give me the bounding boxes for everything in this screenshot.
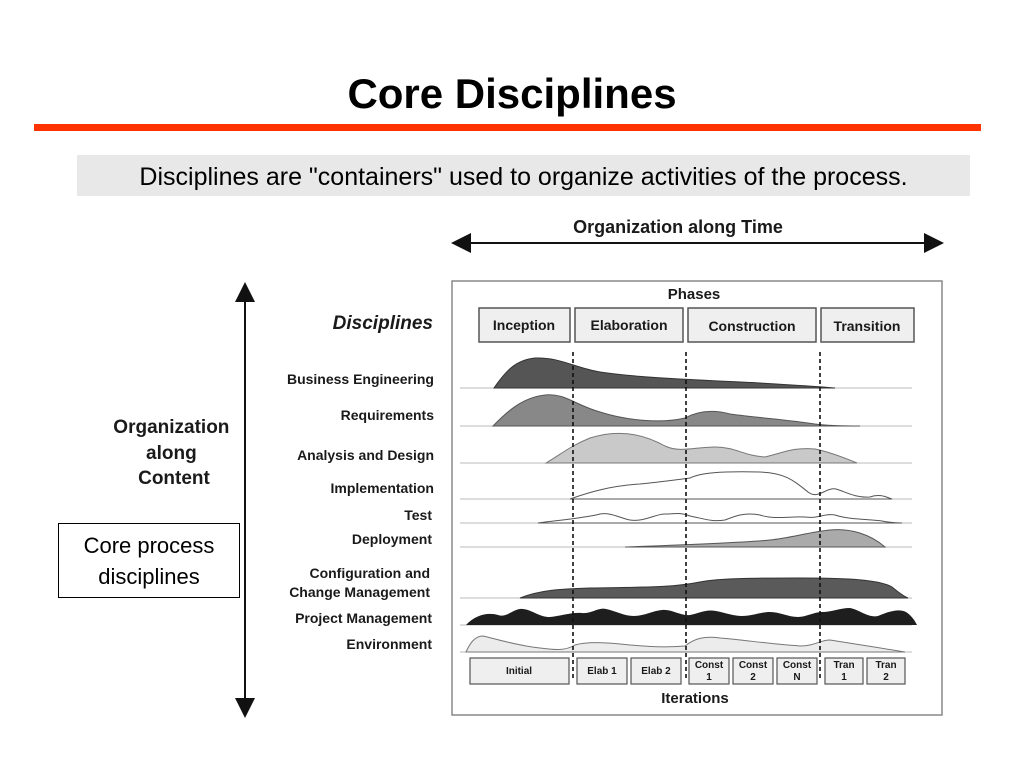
iteration-label-elab2: Elab 2 xyxy=(641,666,671,677)
content-axis-label xyxy=(113,417,234,489)
content-axis-label-line: Content xyxy=(138,468,210,489)
content-axis-label-line: Organization xyxy=(113,417,230,438)
slide-title: Core Disciplines xyxy=(347,70,677,117)
iteration-label-const2: Const xyxy=(738,660,768,671)
slide-subtitle: Disciplines are "containers" used to organize activities of the process. xyxy=(77,155,970,196)
discipline-label-config-change: Configuration and xyxy=(309,565,430,581)
iteration-label-tran1: Tran xyxy=(833,660,855,671)
iteration-label-initial: Initial xyxy=(505,666,533,677)
iteration-label-tran2: Tran xyxy=(875,660,897,671)
iteration-label-const1-num: 1 xyxy=(706,672,712,683)
time-axis-label: Organization along Time xyxy=(573,217,783,237)
iteration-label-constN-num: N xyxy=(793,672,801,683)
discipline-label-business-engineering: Business Engineering xyxy=(286,371,434,387)
callout-text: Core process disciplines xyxy=(83,533,215,589)
iteration-label-constN: Const xyxy=(782,660,812,671)
iterations-title: Iterations xyxy=(661,690,729,707)
discipline-label-requirements: Requirements xyxy=(340,407,434,423)
iteration-label-const1: Const xyxy=(694,660,724,671)
disciplines-header: Disciplines xyxy=(332,313,433,334)
phase-label-inception: Inception xyxy=(492,317,556,333)
phases-title: Phases xyxy=(667,286,721,303)
iteration-label-tran1-num: 1 xyxy=(841,672,847,683)
discipline-label-test: Test xyxy=(404,507,432,523)
discipline-label-analysis-design: Analysis and Design xyxy=(297,447,434,463)
iteration-label-const2-num: 2 xyxy=(750,672,756,683)
phase-label-transition: Transition xyxy=(833,318,901,334)
phase-label-construction: Construction xyxy=(708,318,796,334)
iteration-label-tran2-num: 2 xyxy=(883,672,889,683)
discipline-label-project-management: Project Management xyxy=(295,610,432,626)
phase-label-elaboration: Elaboration xyxy=(590,317,668,333)
content-axis-label-line: along xyxy=(146,443,197,464)
discipline-label-environment: Environment xyxy=(346,636,432,652)
iteration-label-elab1: Elab 1 xyxy=(587,666,617,677)
discipline-label-deployment: Deployment xyxy=(351,531,432,547)
core-process-callout xyxy=(58,523,240,598)
discipline-label-config-change-line2: Change Management xyxy=(289,584,430,600)
discipline-label-implementation: Implementation xyxy=(330,480,434,496)
